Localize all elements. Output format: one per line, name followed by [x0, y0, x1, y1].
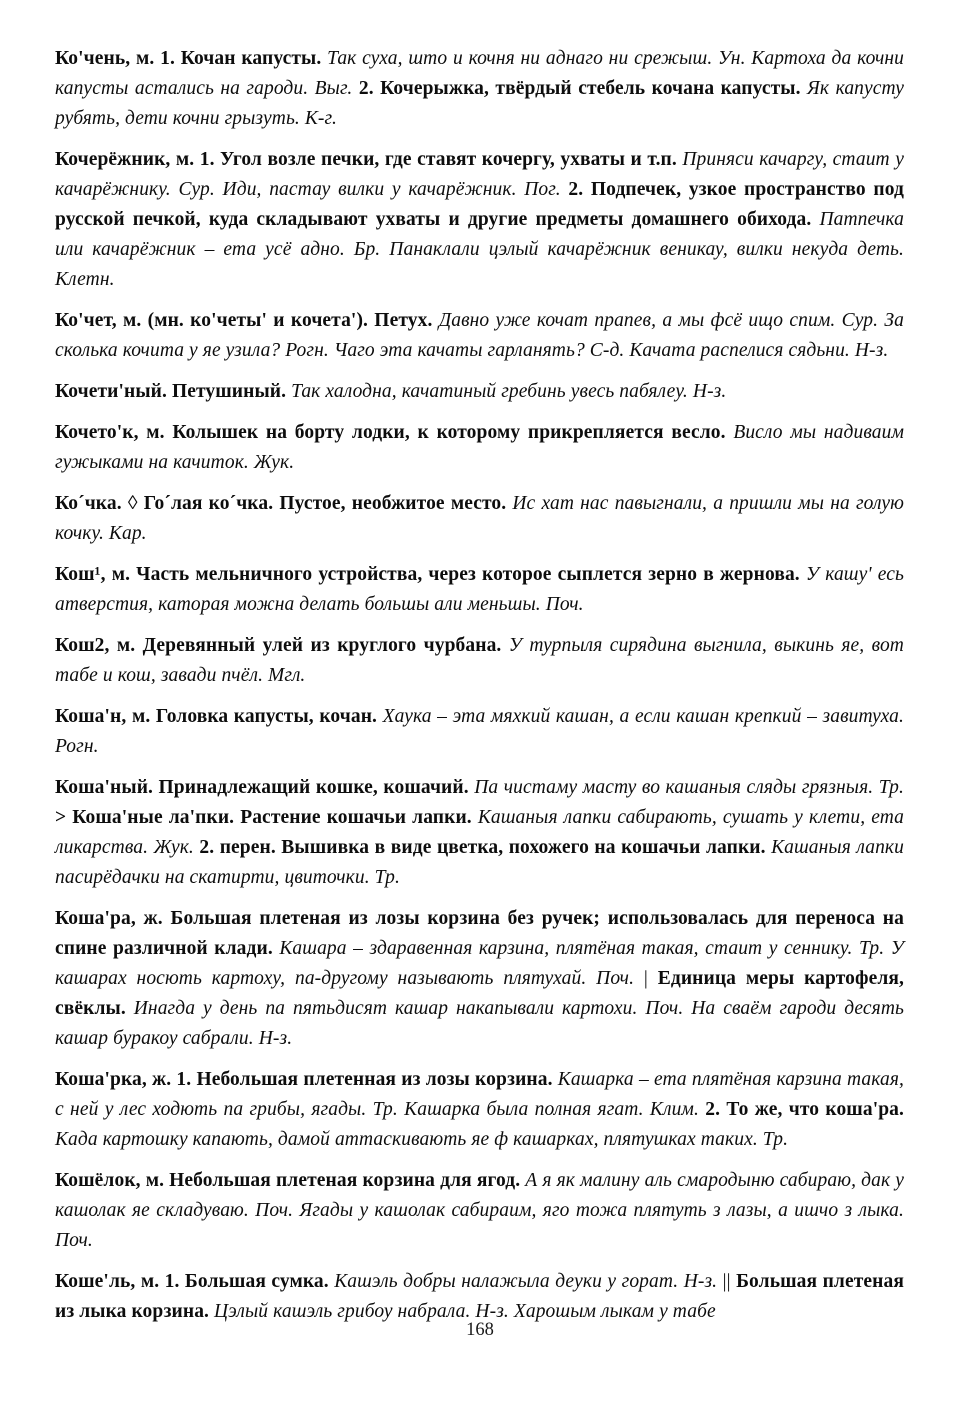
entry-definition: > Коша'ные ла'пки. Растение кошачьи лапки.: [55, 807, 478, 828]
entry-headword: Ко'чет, м. (мн. ко'четы' и кочета'). Петух.: [55, 310, 439, 331]
entry-quote: Як капусту рубять, дети кочни грызуть. К-г.: [55, 78, 904, 129]
entry-definition: Го´лая ко´чка. Пустое, необжитое место.: [143, 493, 513, 514]
entry-quote: Па чистаму масту во кашаныя сляды грязныя. Тр.: [474, 777, 905, 798]
entry-headword: Кочето'к, м. Колышек на борту лодки, к которому прикрепляется весло.: [55, 422, 734, 443]
entry-quote: Кашаныя лапки сабирають, сушать у клети, ета ликарства. Жук.: [55, 807, 904, 858]
entry-quote: Када картошку капають, дамой аттаскивають яе ф кашарках, плятушках таких. Тр.: [55, 1129, 789, 1150]
entry-definition: 2. Кочерыжка, твёрдый стебель кочана капусты.: [358, 78, 808, 99]
entry-quote: Так халодна, качатиный гребинь увесь пабялеу. Н-з.: [291, 381, 727, 402]
entry-quote: Инагда у день па пятьдисят кашар накапывали картохи. Поч. На сваём гароди десять кашар буракоу сабрали. Н-з.: [55, 998, 904, 1049]
entry-quote: Патпечка или качарёжник – ета усё адно. Бр. Панаклали цэлый качарёжник веникау, вилки некуда деть. Клетн.: [55, 209, 904, 290]
entry-definition: Большая плетеная из лыка корзина.: [55, 1271, 904, 1322]
entry-headword: Коша'ный. Принадлежащий кошке, кошачий.: [55, 777, 475, 798]
dictionary-entry: [55, 1166, 904, 1256]
dictionary-entry: [55, 44, 904, 134]
entry-quote: Приняси качаргу, стаит у качарёжнику. Сур. Иди, пастау вилки у качарёжник. Пог.: [55, 149, 904, 200]
entry-quote: Хаука – эта мяхкий кашан, а если кашан крепкий – завитуха. Рогн.: [55, 706, 904, 757]
entry-quote: Давно уже кочат прапев, а мы фсё ищо спим. Сур. За сколька кочита у яе узила? Рогн. Чаго эта качаты гарланять? С-д. Качата распелися сядьни. Н-з.: [55, 310, 904, 361]
entry-quote: Ис хат нас павыгнали, а пришли мы на голую кочку. Кар.: [55, 493, 904, 544]
entry-headword: Коша'рка, ж. 1. Небольшая плетенная из лозы корзина.: [55, 1069, 558, 1090]
entry-headword: Кошёлок, м. Небольшая плетеная корзина для ягод.: [55, 1170, 526, 1191]
entry-headword: Ко´чка.: [55, 493, 128, 514]
dictionary-entry: [55, 773, 904, 893]
dictionary-entry: [55, 1065, 904, 1155]
entry-quote: Кашаныя лапки пасирёдачки на скатирти, цвиточки. Тр.: [55, 837, 904, 888]
entry-definition: 2. перен. Вышивка в виде цветка, похожего на кошачьи лапки.: [199, 837, 772, 858]
entry-quote: У кашу' есь атверстия, каторая можна делать большы али меньшы. Поч.: [55, 564, 904, 615]
entry-quote: Так суха, што и кочня ни аднаго ни срежыш. Ун. Картоха да кочни капусты астались на гароди. Выг.: [55, 48, 904, 99]
dictionary-entry: [55, 631, 904, 691]
entry-quote: А я як малину аль смародыню сабираю, дак у кашолак яе складуваю. Поч. Ягады у кашолак сабираим, яго тожа плятуть з лазы, а ишчо з лыка. Поч.: [55, 1170, 905, 1251]
entry-definition: Единица меры картофеля, свёклы.: [55, 968, 904, 1019]
entry-quote: Висло мы надиваим гужыками на качиток. Жук.: [55, 422, 904, 473]
entry-headword: Коше'ль, м. 1. Большая сумка.: [55, 1271, 335, 1292]
dictionary-entry: [55, 145, 904, 295]
entry-separator: |: [643, 968, 658, 989]
entry-quote: Цэлый кашэль грибоу набрала. Н-з. Харошым лыкам у табе: [214, 1301, 716, 1322]
dictionary-entry: [55, 560, 904, 620]
entry-definition: 2. Подпечек, узкое пространство под русской печкой, куда складывают ухваты и другие предметы домашнего обихода.: [55, 179, 904, 230]
dictionary-entry: [55, 418, 904, 478]
entry-headword: Кочети'ный. Петушиный.: [55, 381, 292, 402]
entry-headword: Коша'ра, ж. Большая плетеная из лозы корзина без ручек; использовалась для переноса на спине различной клади.: [55, 908, 904, 959]
entry-quote: Кашэль добры налажыла деуки у горат. Н-з.: [334, 1271, 723, 1292]
entry-definition: 2. То же, что коша'ра.: [705, 1099, 905, 1120]
entry-headword: Коша'н, м. Головка капусты, кочан.: [55, 706, 383, 727]
entry-quote: Кашара – здаравенная карзина, плятёная такая, стаит у сеннику. Тр. У кашарах носють картоху, па-другому называють плятухай. Поч.: [55, 938, 904, 989]
entry-quote: Кашарка – ета плятёная карзина такая, с ней у лес ходють па грибы, ягады. Тр. Кашарка была полная ягат. Клим.: [55, 1069, 904, 1120]
entry-headword: Ко'чень, м. 1. Кочан капусты.: [55, 48, 328, 69]
dictionary-entry: [55, 904, 904, 1054]
page-number: 168: [466, 1320, 494, 1340]
dictionary-entry: [55, 306, 904, 366]
dictionary-entry: [55, 377, 904, 407]
entry-headword: Кочерёжник, м. 1. Угол возле печки, где ставят кочергу, ухваты и т.п.: [55, 149, 683, 170]
dictionary-entry: [55, 702, 904, 762]
entry-separator: ||: [722, 1271, 737, 1292]
dictionary-entry: [55, 1267, 904, 1327]
entry-quote: У турпыля сирядина выгнила, выкинь яе, вот табе и кош, завади пчёл. Мгл.: [55, 635, 904, 686]
entry-separator: ◊: [127, 493, 144, 514]
entry-headword: Кош2, м. Деревянный улей из круглого чурбана.: [55, 635, 509, 656]
entry-headword: Кош¹, м. Часть мельничного устройства, через которое сыплется зерно в жернова.: [55, 564, 806, 585]
dictionary-entry: [55, 489, 904, 549]
